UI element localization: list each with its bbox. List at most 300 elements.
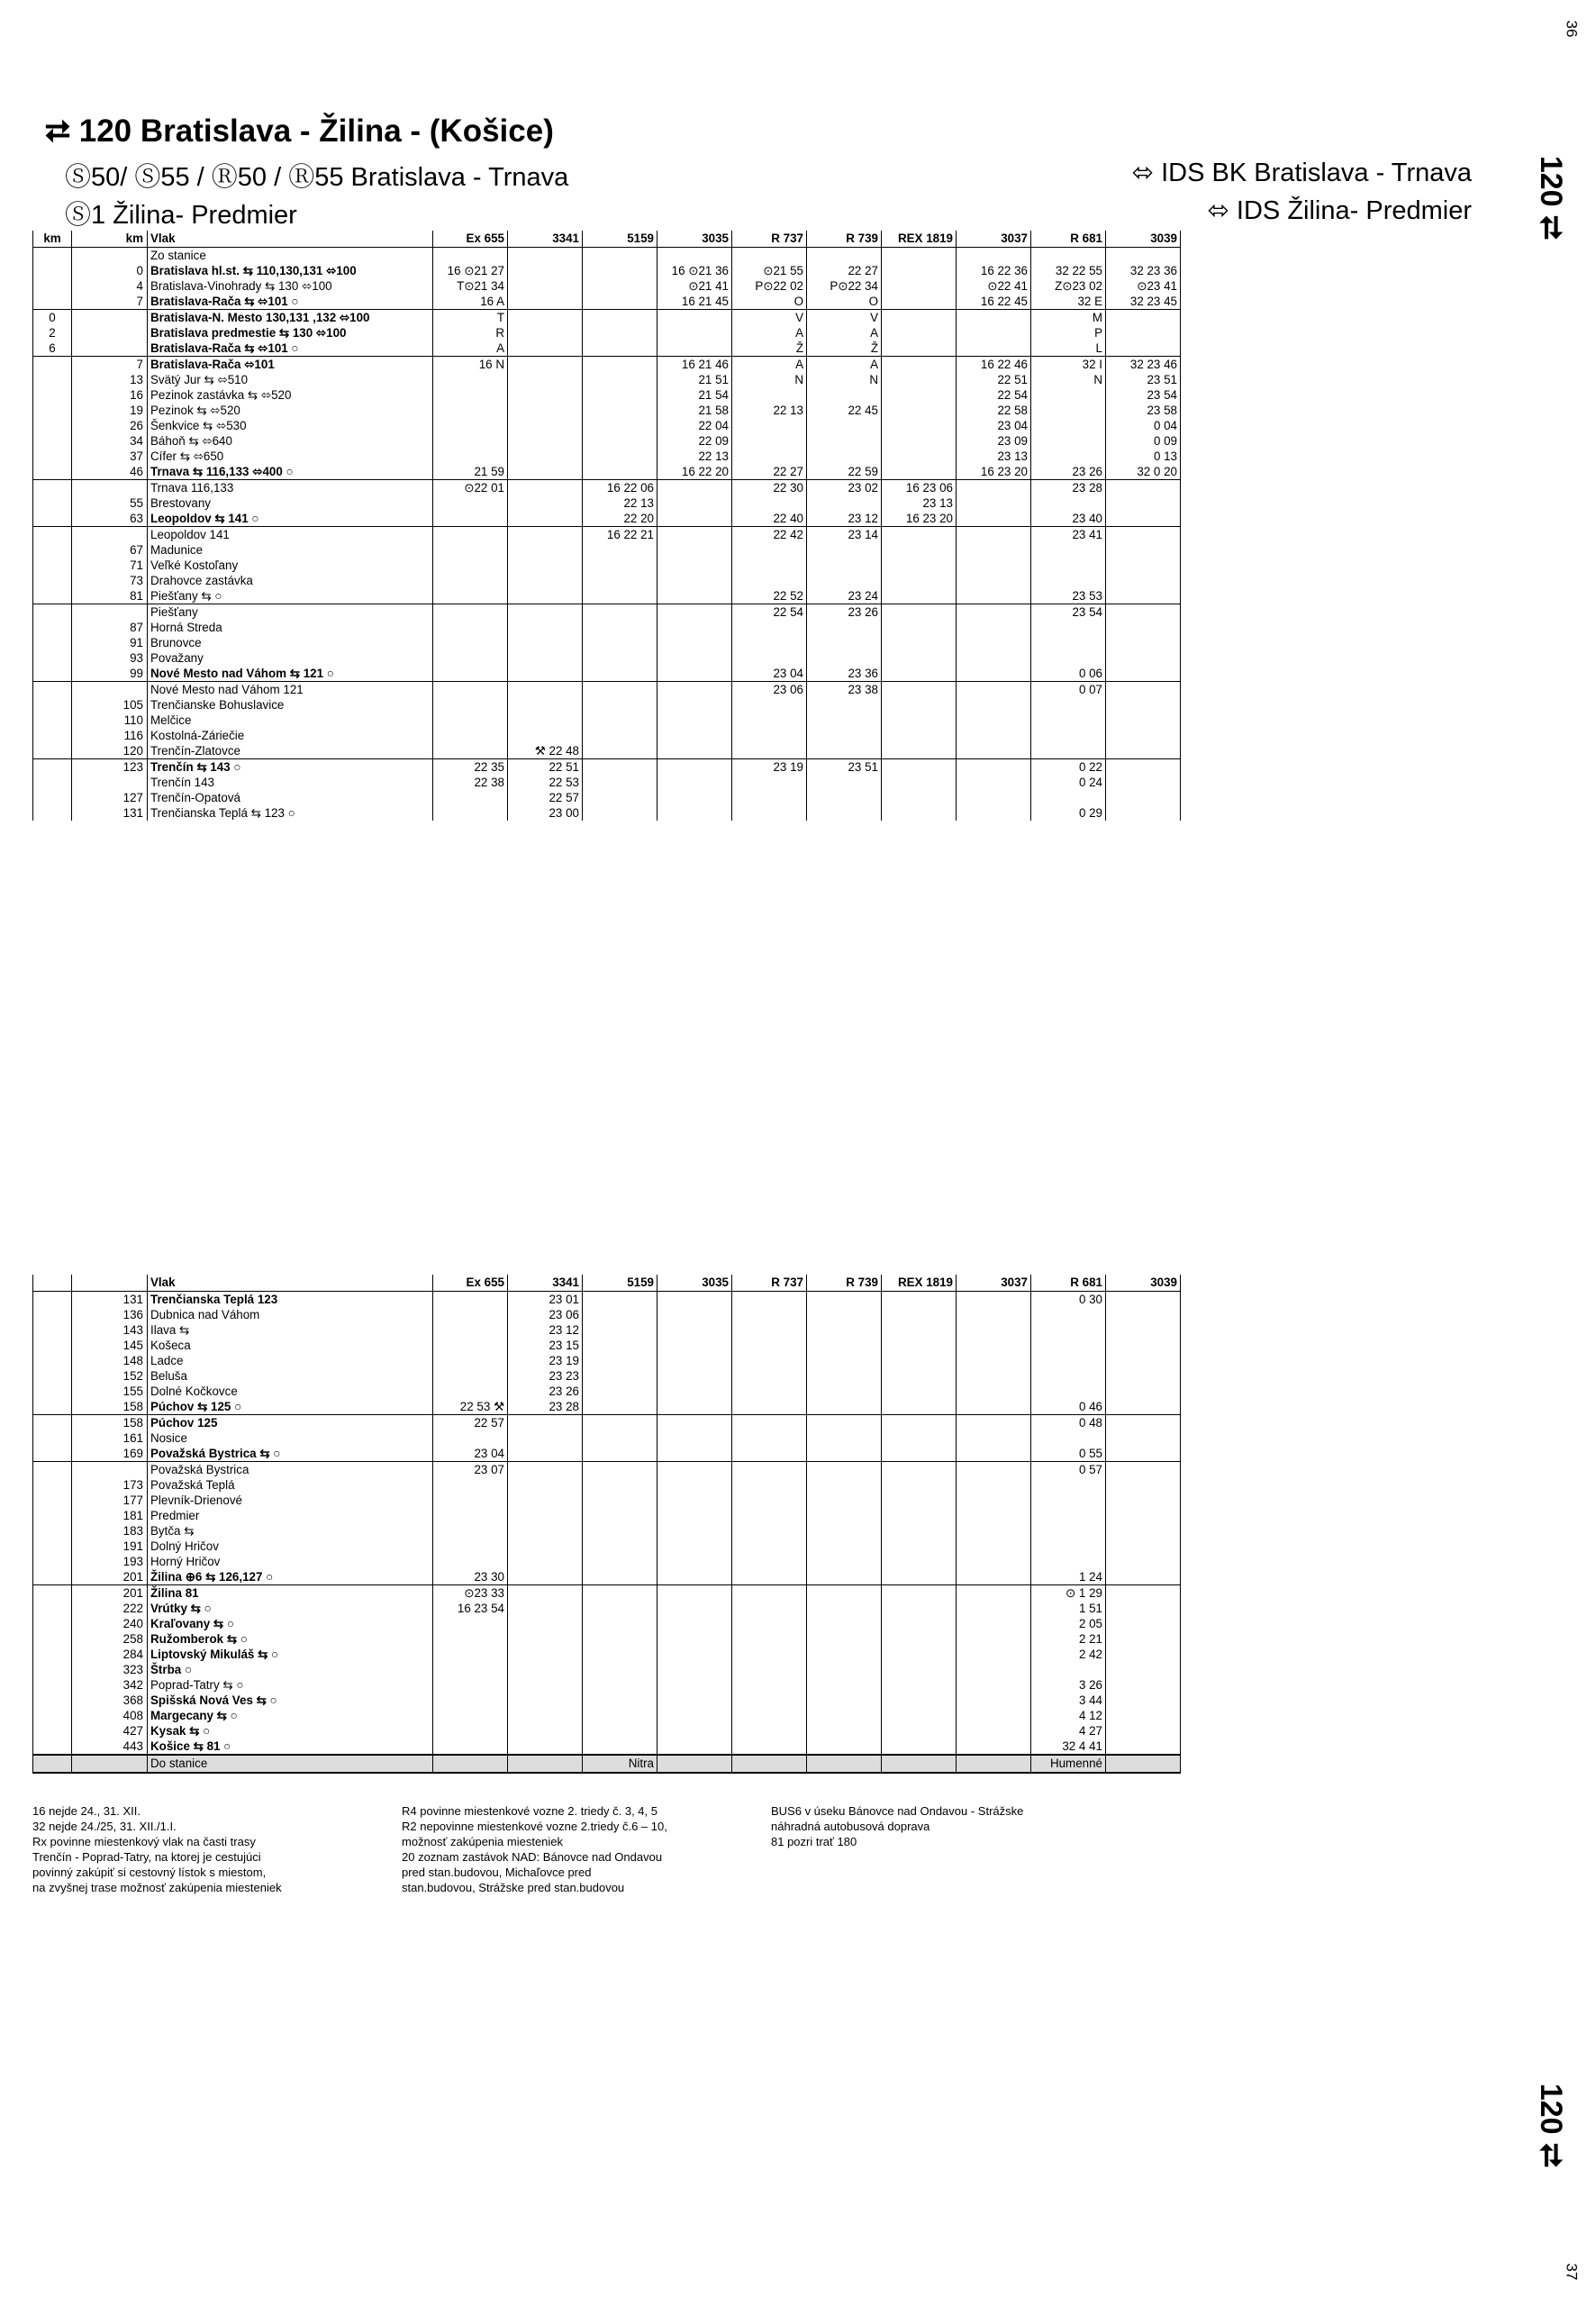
time-cell — [583, 1462, 657, 1478]
km-cell: 93 — [72, 650, 148, 666]
time-cell — [882, 728, 957, 743]
time-cell — [508, 372, 583, 387]
station-cell: Pezinok ⇆ ⬄520 — [148, 403, 433, 418]
time-cell: A — [732, 357, 807, 373]
time-cell: 22 53 ⚒ — [433, 1399, 508, 1415]
time-cell: 1 24 — [1031, 1569, 1106, 1585]
time-cell: 16 23 20 — [957, 464, 1031, 480]
time-cell — [433, 682, 508, 698]
time-cell — [1106, 650, 1181, 666]
time-cell — [882, 1508, 957, 1523]
time-cell: 16 22 20 — [657, 464, 732, 480]
time-cell: 16 N — [433, 357, 508, 373]
time-cell — [657, 604, 732, 621]
km-cell — [33, 1693, 72, 1708]
time-cell: ⊙22 01 — [433, 480, 508, 496]
time-cell — [657, 588, 732, 604]
time-cell — [882, 1647, 957, 1662]
time-cell — [583, 1708, 657, 1723]
time-cell — [657, 1569, 732, 1585]
table-row — [33, 1631, 1181, 1647]
time-cell — [508, 1647, 583, 1662]
time-cell — [433, 1523, 508, 1539]
time-cell — [657, 1415, 732, 1431]
table-row — [33, 1307, 1181, 1322]
time-cell — [1106, 713, 1181, 728]
time-cell: 3035 — [657, 231, 732, 248]
time-cell — [882, 1693, 957, 1708]
time-cell — [508, 1601, 583, 1616]
time-cell — [957, 604, 1031, 621]
time-cell — [508, 464, 583, 480]
station-cell: Trenčianska Teplá ⇆ 123 ○ — [148, 805, 433, 821]
time-cell: 22 57 — [433, 1415, 508, 1431]
time-cell — [1031, 713, 1106, 728]
time-cell — [807, 620, 882, 635]
km-cell: 4 — [72, 278, 148, 294]
time-cell: 23 28 — [1031, 480, 1106, 496]
time-cell: P⊙22 02 — [732, 278, 807, 294]
km-cell — [72, 340, 148, 357]
time-cell: 16 23 54 — [433, 1601, 508, 1616]
table-row — [33, 495, 1181, 511]
km-cell — [33, 248, 72, 264]
table-row — [33, 449, 1181, 464]
km-cell — [33, 790, 72, 805]
time-cell — [957, 1723, 1031, 1739]
km-cell — [33, 775, 72, 790]
km-cell: 181 — [72, 1508, 148, 1523]
km-cell — [33, 511, 72, 527]
km-cell — [33, 1477, 72, 1493]
table-row — [33, 433, 1181, 449]
time-cell — [583, 1384, 657, 1399]
table-row — [33, 464, 1181, 480]
km-cell: 145 — [72, 1338, 148, 1353]
time-cell: 22 38 — [433, 775, 508, 790]
time-cell — [1106, 1292, 1181, 1308]
time-cell: R 681 — [1031, 1275, 1106, 1292]
time-cell — [732, 1462, 807, 1478]
route-tag-bottom: 120 ⮂ — [1533, 2083, 1568, 2168]
station-cell: Nové Mesto nad Váhom 121 — [148, 682, 433, 698]
km-cell: 87 — [72, 620, 148, 635]
table-row — [33, 697, 1181, 713]
time-cell — [732, 248, 807, 264]
time-cell — [583, 697, 657, 713]
time-cell — [807, 1399, 882, 1415]
time-cell — [657, 635, 732, 650]
time-cell — [882, 1322, 957, 1338]
time-cell: 32 23 45 — [1106, 294, 1181, 310]
station-cell: Trenčín ⇆ 143 ○ — [148, 759, 433, 776]
time-cell: N — [732, 372, 807, 387]
time-cell — [882, 1708, 957, 1723]
time-cell: 23 24 — [807, 588, 882, 604]
footnote-line: 20 zoznam zastávok NAD: Bánovce nad Ondavou — [402, 1850, 663, 1864]
time-cell — [583, 464, 657, 480]
time-cell — [583, 743, 657, 759]
station-cell: Vlak — [148, 1275, 433, 1292]
time-cell — [583, 278, 657, 294]
footnote-line: 16 nejde 24., 31. XII. — [32, 1804, 141, 1818]
time-cell — [807, 805, 882, 821]
time-cell — [1031, 635, 1106, 650]
time-cell — [1031, 1554, 1106, 1569]
km-cell: 240 — [72, 1616, 148, 1631]
time-cell — [1106, 1477, 1181, 1493]
time-cell — [1031, 418, 1106, 433]
time-cell — [1106, 759, 1181, 776]
station-cell: Bratislava-Rača ⬄101 — [148, 357, 433, 373]
table-row — [33, 511, 1181, 527]
time-cell — [583, 1430, 657, 1446]
km-cell — [33, 449, 72, 464]
time-cell — [1106, 1338, 1181, 1353]
footnote-line: Trenčín - Poprad-Tatry, na ktorej je cestujúci — [32, 1850, 261, 1864]
km-cell — [33, 1616, 72, 1631]
station-cell: Košeca — [148, 1338, 433, 1353]
station-cell: Trenčianska Teplá 123 — [148, 1292, 433, 1308]
time-cell — [882, 1569, 957, 1585]
time-cell — [882, 1307, 957, 1322]
time-cell — [433, 558, 508, 573]
time-cell: 22 09 — [657, 433, 732, 449]
time-cell — [1031, 248, 1106, 264]
km-cell — [33, 1508, 72, 1523]
time-cell — [732, 1647, 807, 1662]
station-cell: Madunice — [148, 542, 433, 558]
time-cell: 23 23 — [508, 1368, 583, 1384]
time-cell — [1106, 1523, 1181, 1539]
time-cell — [1031, 495, 1106, 511]
time-cell — [433, 1662, 508, 1677]
time-cell: Z⊙23 02 — [1031, 278, 1106, 294]
time-cell — [732, 743, 807, 759]
table-row — [33, 650, 1181, 666]
time-cell — [433, 433, 508, 449]
time-cell — [882, 449, 957, 464]
time-cell: O — [732, 294, 807, 310]
time-cell — [957, 588, 1031, 604]
ids-note-2: ⬄ IDS Žilina- Predmier — [1207, 196, 1472, 225]
time-cell — [508, 433, 583, 449]
time-cell — [1106, 775, 1181, 790]
time-cell — [882, 1292, 957, 1308]
km-cell: 127 — [72, 790, 148, 805]
time-cell — [807, 418, 882, 433]
time-cell — [583, 1292, 657, 1308]
time-cell: 0 04 — [1106, 418, 1181, 433]
time-cell — [1106, 1677, 1181, 1693]
time-cell — [657, 1523, 732, 1539]
km-cell — [72, 1275, 148, 1292]
time-cell — [957, 1693, 1031, 1708]
table-row — [33, 1415, 1181, 1431]
time-cell — [732, 713, 807, 728]
footnote-line: na zvyšnej trase možnosť zakúpenia miesteniek — [32, 1881, 282, 1894]
time-cell — [433, 1739, 508, 1755]
page-number-top: 36 — [1563, 20, 1581, 38]
time-cell — [882, 775, 957, 790]
table-row — [33, 325, 1181, 340]
time-cell: 16 22 36 — [957, 263, 1031, 278]
time-cell — [957, 1677, 1031, 1693]
time-cell — [807, 1723, 882, 1739]
time-cell — [882, 1631, 957, 1647]
km-cell — [33, 728, 72, 743]
time-cell — [1106, 558, 1181, 573]
km-cell: 161 — [72, 1430, 148, 1446]
time-cell: 23 00 — [508, 805, 583, 821]
km-cell: 183 — [72, 1523, 148, 1539]
time-cell: 23 01 — [508, 1292, 583, 1308]
time-cell — [732, 1662, 807, 1677]
time-cell — [583, 1523, 657, 1539]
station-cell: Dolné Kočkovce — [148, 1384, 433, 1399]
time-cell: ⊙21 55 — [732, 263, 807, 278]
station-cell: Poprad-Tatry ⇆ ○ — [148, 1677, 433, 1693]
km-cell — [33, 1430, 72, 1446]
time-cell — [583, 1307, 657, 1322]
time-cell — [1031, 1539, 1106, 1554]
time-cell — [583, 340, 657, 357]
time-cell — [508, 387, 583, 403]
time-cell — [957, 1292, 1031, 1308]
time-cell — [882, 1755, 957, 1773]
time-cell: 3341 — [508, 231, 583, 248]
table-row — [33, 635, 1181, 650]
time-cell — [657, 1601, 732, 1616]
time-cell — [882, 403, 957, 418]
time-cell: 23 04 — [732, 666, 807, 682]
time-cell — [957, 805, 1031, 821]
footnotes-col-3 — [771, 1803, 1149, 1849]
time-cell — [508, 1415, 583, 1431]
time-cell — [583, 1616, 657, 1631]
km-cell: 7 — [72, 294, 148, 310]
table-row — [33, 310, 1181, 326]
time-cell — [807, 433, 882, 449]
time-cell: 32 22 55 — [1031, 263, 1106, 278]
time-cell — [732, 1677, 807, 1693]
time-cell — [807, 1662, 882, 1677]
time-cell — [1031, 1322, 1106, 1338]
time-cell — [1106, 1631, 1181, 1647]
time-cell — [1031, 1307, 1106, 1322]
km-cell — [33, 1662, 72, 1677]
time-cell — [508, 340, 583, 357]
time-cell — [957, 682, 1031, 698]
time-cell — [732, 650, 807, 666]
time-cell — [1031, 1338, 1106, 1353]
time-cell — [1106, 604, 1181, 621]
time-cell — [957, 495, 1031, 511]
time-cell — [583, 1554, 657, 1569]
time-cell — [1106, 1430, 1181, 1446]
station-cell: Trenčín-Opatová — [148, 790, 433, 805]
km-cell — [33, 1647, 72, 1662]
km-cell: 427 — [72, 1723, 148, 1739]
km-cell — [33, 573, 72, 588]
time-cell — [957, 666, 1031, 682]
station-cell: Beluša — [148, 1368, 433, 1384]
km-cell: 55 — [72, 495, 148, 511]
time-cell — [583, 1493, 657, 1508]
time-cell — [807, 1353, 882, 1368]
time-cell — [433, 620, 508, 635]
time-cell — [508, 1493, 583, 1508]
time-cell — [732, 573, 807, 588]
time-cell: 23 58 — [1106, 403, 1181, 418]
time-cell — [508, 403, 583, 418]
time-cell — [508, 573, 583, 588]
time-cell — [882, 464, 957, 480]
km-cell: 37 — [72, 449, 148, 464]
table-row — [33, 743, 1181, 759]
time-cell — [1106, 1539, 1181, 1554]
km-cell — [33, 294, 72, 310]
time-cell — [807, 1569, 882, 1585]
table-row — [33, 1569, 1181, 1585]
km-cell — [72, 604, 148, 621]
time-cell: 23 13 — [957, 449, 1031, 464]
time-cell — [1106, 588, 1181, 604]
station-cell: Horná Streda — [148, 620, 433, 635]
station-cell: Bytča ⇆ — [148, 1523, 433, 1539]
station-cell: Považská Teplá — [148, 1477, 433, 1493]
table-row — [33, 759, 1181, 776]
time-cell — [1031, 1523, 1106, 1539]
footnote-line: R2 nepovinne miestenkové vozne 2.triedy č.6 – 10, — [402, 1820, 667, 1833]
time-cell — [882, 573, 957, 588]
time-cell — [957, 775, 1031, 790]
time-cell — [657, 1554, 732, 1569]
time-cell — [657, 1477, 732, 1493]
subtitle-line-2: Ⓢ1 Žilina- Predmier — [65, 201, 297, 230]
time-cell — [807, 1307, 882, 1322]
time-cell — [807, 1585, 882, 1602]
station-cell: Veľké Kostoľany — [148, 558, 433, 573]
time-cell: 23 12 — [807, 511, 882, 527]
time-cell: 3341 — [508, 1275, 583, 1292]
time-cell: R 739 — [807, 231, 882, 248]
time-cell — [657, 1677, 732, 1693]
time-cell — [882, 1368, 957, 1384]
time-cell — [732, 433, 807, 449]
time-cell — [732, 1399, 807, 1415]
time-cell — [1106, 542, 1181, 558]
footnote-line: stan.budovou, Strážske pred stan.budovou — [402, 1881, 625, 1894]
time-cell — [433, 403, 508, 418]
time-cell — [957, 650, 1031, 666]
time-cell — [657, 1307, 732, 1322]
table-row — [33, 1292, 1181, 1308]
time-cell — [882, 1523, 957, 1539]
km-cell: 169 — [72, 1446, 148, 1462]
time-cell — [957, 713, 1031, 728]
time-cell — [1031, 728, 1106, 743]
time-cell: 23 19 — [732, 759, 807, 776]
km-cell: 177 — [72, 1493, 148, 1508]
time-cell — [583, 1338, 657, 1353]
km-cell: 131 — [72, 805, 148, 821]
time-cell — [657, 573, 732, 588]
time-cell — [1106, 340, 1181, 357]
time-cell — [957, 1755, 1031, 1773]
time-cell — [1031, 433, 1106, 449]
time-cell: ⊙23 41 — [1106, 278, 1181, 294]
table-row — [33, 1601, 1181, 1616]
time-cell — [657, 1446, 732, 1462]
time-cell — [583, 682, 657, 698]
time-cell: Ž — [807, 340, 882, 357]
time-cell: 23 36 — [807, 666, 882, 682]
time-cell: 21 58 — [657, 403, 732, 418]
station-cell: Šenkvice ⇆ ⬄530 — [148, 418, 433, 433]
time-cell — [508, 278, 583, 294]
time-cell — [882, 1554, 957, 1569]
time-cell — [882, 620, 957, 635]
time-cell — [583, 558, 657, 573]
km-cell: 73 — [72, 573, 148, 588]
time-cell — [508, 697, 583, 713]
time-cell — [657, 775, 732, 790]
station-cell: Košice ⇆ 81 ○ — [148, 1739, 433, 1755]
time-cell — [882, 650, 957, 666]
time-cell — [1106, 1353, 1181, 1368]
time-cell — [732, 775, 807, 790]
table-row — [33, 805, 1181, 821]
time-cell — [657, 1368, 732, 1384]
time-cell — [508, 1462, 583, 1478]
time-cell — [508, 294, 583, 310]
ids-note-1: ⬄ IDS BK Bratislava - Trnava — [1131, 159, 1472, 187]
km-cell: 0 — [33, 310, 72, 326]
time-cell — [807, 635, 882, 650]
time-cell: 32 23 36 — [1106, 263, 1181, 278]
time-cell — [583, 1539, 657, 1554]
time-cell: 16 ⊙21 27 — [433, 263, 508, 278]
time-cell: 23 53 — [1031, 588, 1106, 604]
time-cell — [882, 635, 957, 650]
time-cell — [508, 1739, 583, 1755]
footnote-line: Rx povinne miestenkový vlak na časti trasy — [32, 1835, 256, 1848]
time-cell — [657, 790, 732, 805]
km-cell — [33, 1275, 72, 1292]
km-cell — [33, 682, 72, 698]
time-cell — [583, 325, 657, 340]
time-cell — [882, 1353, 957, 1368]
page-title: ⮂ 120 Bratislava - Žilina - (Košice) — [45, 113, 554, 149]
time-cell: 22 59 — [807, 464, 882, 480]
time-cell — [732, 805, 807, 821]
time-cell: 23 19 — [508, 1353, 583, 1368]
time-cell — [957, 1384, 1031, 1399]
km-cell — [33, 1353, 72, 1368]
time-cell — [657, 1739, 732, 1755]
time-cell — [657, 1292, 732, 1308]
time-cell — [957, 1708, 1031, 1723]
time-cell — [807, 248, 882, 264]
time-cell — [583, 387, 657, 403]
time-cell — [807, 1631, 882, 1647]
time-cell — [807, 1368, 882, 1384]
time-cell: 23 13 — [882, 495, 957, 511]
km-cell: 201 — [72, 1585, 148, 1602]
time-cell — [732, 1708, 807, 1723]
time-cell — [807, 1693, 882, 1708]
